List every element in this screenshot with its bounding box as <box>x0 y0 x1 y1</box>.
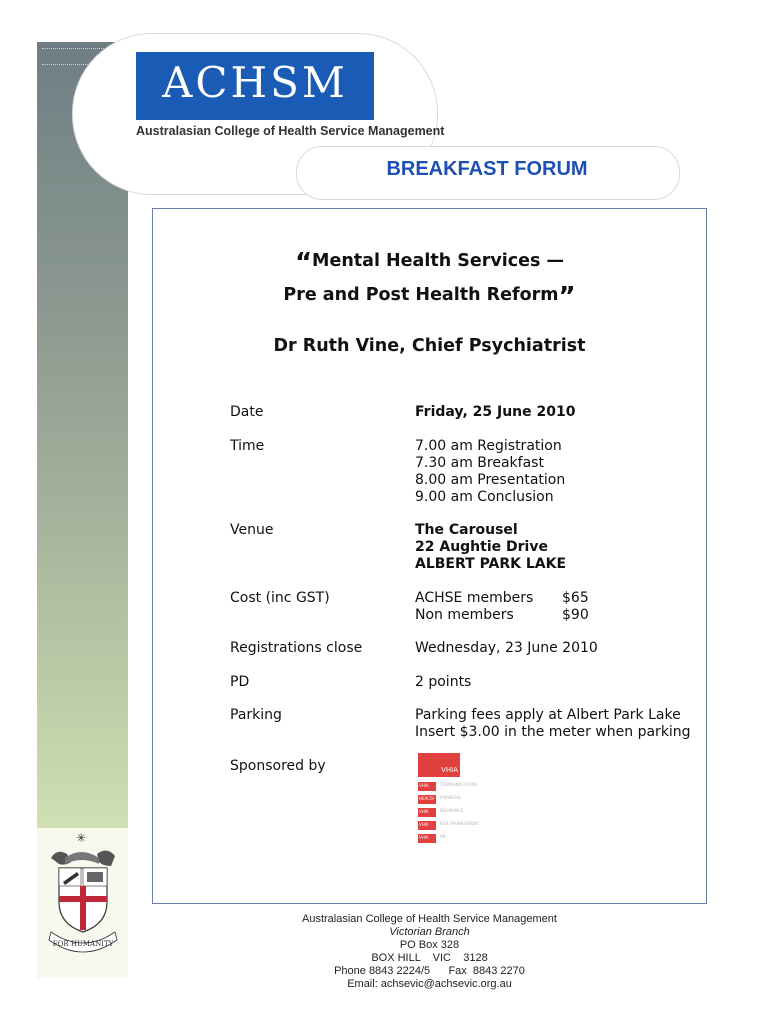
time-value-2: 7.30 am Breakfast <box>415 455 544 471</box>
date-label: Date <box>230 404 264 420</box>
speaker: Dr Ruth Vine, Chief Psychiatrist <box>273 336 586 356</box>
svg-text:✳: ✳ <box>75 831 87 845</box>
talk-title-text2: Pre and Post Health Reform <box>283 285 559 305</box>
time-value-3: 8.00 am Presentation <box>415 472 566 488</box>
parking-value-2: Insert $3.00 in the meter when parking <box>415 724 691 740</box>
footer-org: Australasian College of Health Service Management <box>302 913 557 925</box>
talk-title-text1: Mental Health Services — <box>312 251 565 271</box>
org-name: Australasian College of Health Service Management <box>136 124 445 138</box>
footer-phone: Phone 8843 2224/5 Fax 8843 2270 <box>334 965 525 977</box>
sponsor-row-text: HR <box>440 834 446 839</box>
logo-text: ACHSM <box>162 58 348 107</box>
sponsor-row-text: INSURANCE <box>440 808 464 813</box>
registrations-close-value: Wednesday, 23 June 2010 <box>415 640 598 656</box>
parking-label: Parking <box>230 707 282 723</box>
footer-email[interactable]: Email: achsevic@achsevic.org.au <box>347 978 512 990</box>
sponsor-row-text: RISK MANAGEMENT <box>440 821 480 826</box>
sponsor-row-1 <box>418 782 478 791</box>
cost-price-1: $65 <box>562 590 589 606</box>
parking-value-1: Parking fees apply at Albert Park Lake <box>415 707 681 723</box>
sponsor-logo <box>418 753 478 841</box>
venue-value-2: 22 Aughtie Drive <box>415 539 548 555</box>
footer-branch: Victorian Branch <box>389 926 470 938</box>
sponsor-row-tag: VHIA <box>419 835 429 840</box>
time-label: Time <box>230 438 265 454</box>
talk-title-line2 <box>152 282 707 312</box>
forum-title: BREAKFAST FORUM <box>386 158 588 180</box>
sponsor-row-5 <box>418 834 446 843</box>
cost-label: Cost (inc GST) <box>230 590 330 606</box>
pd-value: 2 points <box>415 674 472 690</box>
pd-label: PD <box>230 674 250 690</box>
sponsor-row-3 <box>418 808 464 817</box>
sponsored-by-label: Sponsored by <box>230 758 326 774</box>
footer-po-box: PO Box 328 <box>399 939 460 951</box>
venue-value-3: ALBERT PARK LAKE <box>415 556 567 572</box>
sponsor-name: VHIA <box>441 766 458 774</box>
sponsor-row-tag: VHIA <box>419 822 429 827</box>
cost-price-2: $90 <box>562 607 589 623</box>
sponsor-main-block <box>418 753 460 777</box>
cost-who-1: ACHSE members <box>415 590 534 606</box>
venue-value-1: The Carousel <box>415 522 518 538</box>
sponsor-row-text: COMMUNICATIONS <box>440 782 478 787</box>
cost-who-2: Non members <box>415 607 514 623</box>
sponsor-row-text: FINANCIAL <box>440 795 462 800</box>
sponsor-row-tag: VHIA <box>419 783 429 788</box>
sponsor-row-4 <box>418 821 480 830</box>
crest-motto: FOR HUMANITY <box>52 940 114 948</box>
talk-title-line1 <box>152 248 707 278</box>
footer-city: BOX HILL VIC 3128 <box>371 952 488 964</box>
sponsor-row-tag: HEALTH <box>419 796 435 801</box>
sponsor-row-2 <box>418 795 462 804</box>
time-value-1: 7.00 am Registration <box>415 438 562 454</box>
registrations-close-label: Registrations close <box>230 640 363 656</box>
achsm-logo <box>136 52 374 120</box>
venue-label: Venue <box>230 522 274 538</box>
time-value-4: 9.00 am Conclusion <box>415 489 554 505</box>
date-value: Friday, 25 June 2010 <box>415 404 576 420</box>
close-quote: ” <box>558 282 576 312</box>
college-crest <box>37 828 128 978</box>
sponsor-row-tag: VHIA <box>419 809 429 814</box>
open-quote: “ <box>294 248 313 278</box>
